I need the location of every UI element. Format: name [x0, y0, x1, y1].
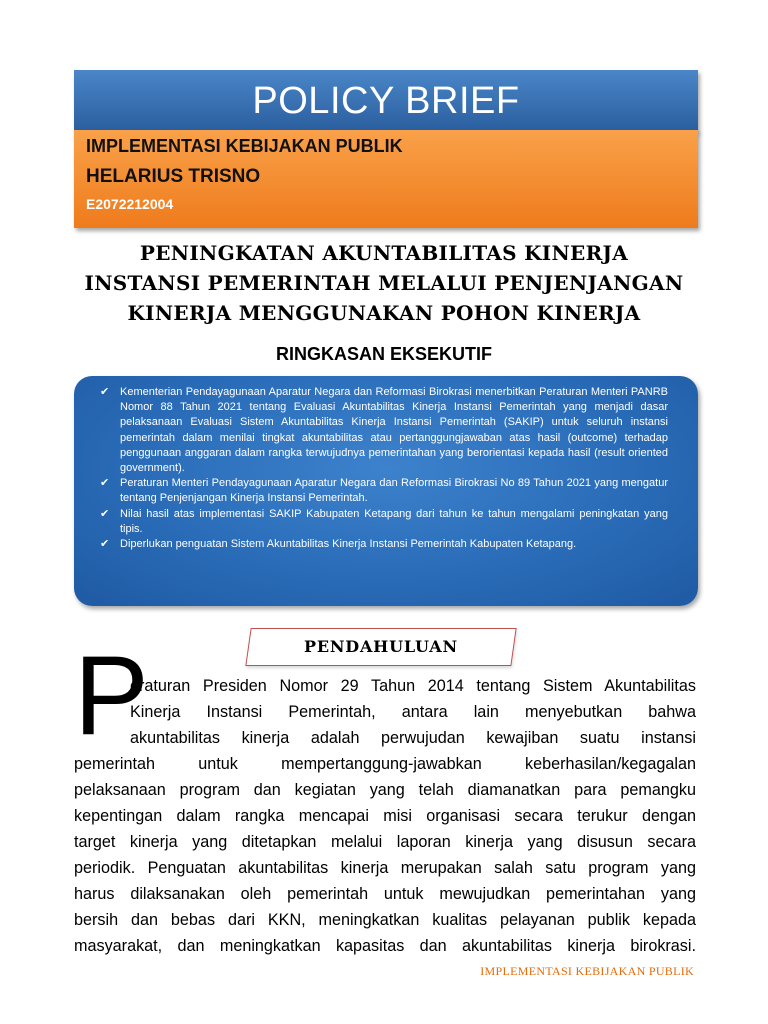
paragraph-line: masyarakat, dan meningkatkan kapasitas dan akuntabilitas kinerja birokrasi.: [74, 937, 696, 955]
checkmark-icon: ✔: [100, 507, 110, 520]
paragraph-line: periodik. Penguatan akuntabilitas kinerja merupakan salah satu program yang: [74, 859, 696, 877]
checkmark-icon: ✔: [100, 538, 110, 551]
drop-cap: P: [74, 633, 149, 758]
paragraph-line: eraturan Presiden Nomor 29 Tahun 2014 tentang Sistem Akuntabilitas: [130, 677, 696, 695]
header-author: HELARIUS TRISNO: [86, 166, 261, 187]
checkmark-icon: ✔: [100, 477, 110, 490]
paragraph-line: bersih dan bebas dari KKN, meningkatkan kualitas pelayanan publik kepada: [74, 911, 696, 929]
executive-summary-box: [74, 376, 698, 606]
header-subtitle: IMPLEMENTASI KEBIJAKAN PUBLIK: [86, 136, 403, 156]
paragraph-line: harus dilaksanakan oleh pemerintah untuk mewujudkan pemerintahan yang: [74, 885, 696, 903]
executive-summary-heading: RINGKASAN EKSEKUTIF: [275, 344, 492, 364]
section-heading: PENDAHULUAN: [304, 637, 458, 656]
list-item-text: Diperlukan penguatan Sistem Akuntabilitas Kinerja Instansi Pemerintah Kabupaten Ketapang.: [120, 538, 577, 551]
paragraph-line: pelaksanaan program dan kegiatan yang telah diamanatkan para pemangku: [74, 781, 696, 799]
document-title-line: KINERJA MENGGUNAKAN POHON KINERJA: [127, 301, 641, 325]
header-student-id: E2072212004: [86, 196, 174, 212]
paragraph-line: target kinerja yang ditetapkan melalui laporan kinerja yang disusun secara: [74, 833, 696, 851]
list-item: [100, 476, 668, 506]
list-item: [100, 537, 668, 552]
document-title-line: INSTANSI PEMERINTAH MELALUI PENJENJANGAN: [84, 271, 684, 295]
paragraph-line: pemerintah untuk mempertanggung-jawabkan keberhasilan/kegagalan: [74, 755, 696, 773]
section-heading-box: [245, 628, 516, 666]
list-item-text: Peraturan Menteri Pendayagunaan Aparatur Negara dan Reformasi Birokrasi No 89 Tahun 2021 yang mengatur tentang Penjenjangan Kinerja Instansi Pemerintah.: [120, 477, 668, 505]
page-title: POLICY BRIEF: [252, 79, 520, 122]
paragraph-line: akuntabilitas kinerja adalah perwujudan kewajiban suatu instansi: [130, 729, 696, 747]
header-info-banner: [74, 130, 698, 228]
document-title-line: PENINGKATAN AKUNTABILITAS KINERJA: [139, 241, 629, 265]
paragraph-line: Kinerja Instansi Pemerintah, antara lain menyebutkan bahwa: [130, 703, 696, 721]
paragraph-line: kepentingan dalam rangka mencapai misi organisasi secara terukur dengan: [74, 807, 696, 825]
list-item: [100, 507, 668, 537]
page-footer: IMPLEMENTASI KEBIJAKAN PUBLIK: [480, 964, 694, 978]
list-item-text: Kementerian Pendayagunaan Aparatur Negara dan Reformasi Birokrasi menerbitkan Peraturan Menteri PANRB Nomor 88 Tahun 2021 tentang Evaluasi Akuntabilitas Kinerja Instansi Pemerintah yang menjadi dasar pelaksanaan Evaluasi Sistem Akuntabilitas Kinerja Instansi Pemerintah (SAKIP) untuk seluruh instansi pemerintah dalam menilai tingkat akuntabilitas atau pertanggungjawaban atas hasil (outcome) terhadap penggunaan anggaran dalam rangka terwujudnya pemerintahan yang berorientasi kepada hasil (result oriented government).: [120, 386, 668, 475]
checkmark-icon: ✔: [100, 386, 110, 398]
executive-summary-list: [74, 376, 698, 552]
list-item-text: Nilai hasil atas implementasi SAKIP Kabupaten Ketapang dari tahun ke tahun mengalami peningkatan yang tipis.: [120, 507, 668, 535]
list-item: [100, 385, 668, 476]
header-title-banner: [74, 70, 698, 132]
document-title: [60, 238, 708, 328]
